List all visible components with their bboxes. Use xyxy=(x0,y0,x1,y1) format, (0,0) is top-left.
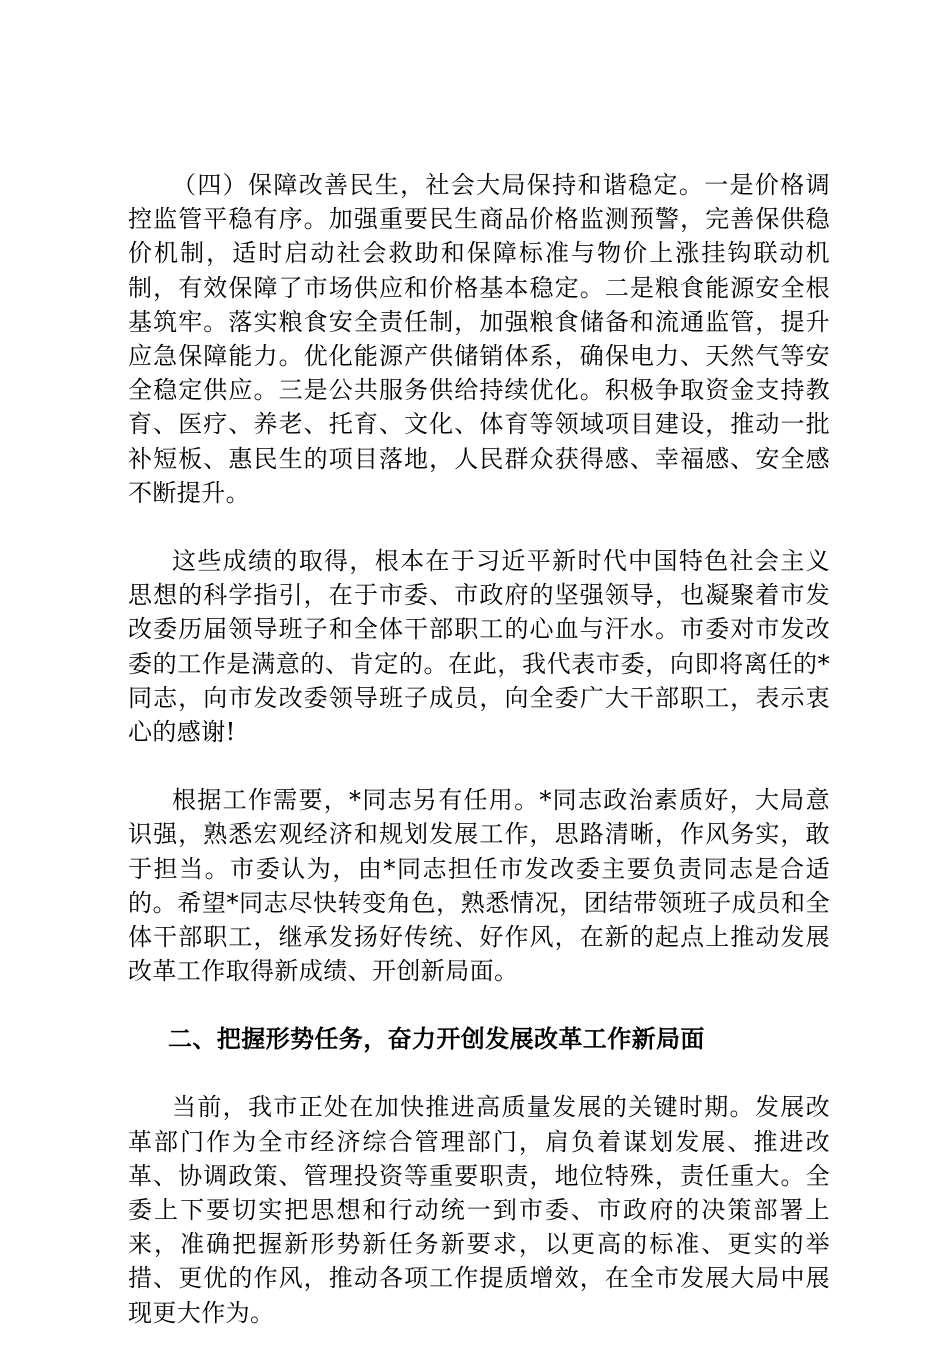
document-body xyxy=(128,168,830,1364)
paragraph-livelihood: （四）保障改善民生，社会大局保持和谐稳定。一是价格调控监管平稳有序。加强重要民生商品价格监测预警，完善保供稳价机制，适时启动社会救助和保障标准与物价上涨挂钩联动机制，有效保障了市场供应和价格基本稳定。二是粮食能源安全根基筑牢。落实粮食安全责任制，加强粮食储备和流通监管，提升应急保障能力。优化能源产供储销体系，确保电力、天然气等安全稳定供应。三是公共服务供给持续优化。积极争取资金支持教育、医疗、养老、托育、文化、体育等领域项目建设，推动一批补短板、惠民生的项目落地，人民群众获得感、幸福感、安全感不断提升。 xyxy=(128,171,830,507)
paragraph-appointment: 根据工作需要，*同志另有任用。*同志政治素质好，大局意识强，熟悉宏观经济和规划发展工作，思路清晰，作风务实，敢于担当。市委认为，由*同志担任市发改委主要负责同志是合适的。希望*同志尽快转变角色，熟悉情况，团结带领班子成员和全体干部职工，继承发扬好传统、好作风，在新的起点上推动发展改革工作取得新成绩、开创新局面。 xyxy=(128,786,830,986)
paragraph-current-situation: 当前，我市正处在加快推进高质量发展的关键时期。发展改革部门作为全市经济综合管理部门，肩负着谋划发展、推进改革、协调政策、管理投资等重要职责，地位特殊，责任重大。全委上下要切实把思想和行动统一到市委、市政府的决策部署上来，准确把握新形势新任务新要求，以更高的标准、更实的举措、更优的作风，推动各项工作提质增效，在全市发展大局中展现更大作为。 xyxy=(128,1093,830,1327)
section-heading: 二、把握形势任务，奋力开创发展改革工作新局面 xyxy=(168,1025,705,1054)
paragraph-achievements: 这些成绩的取得，根本在于习近平新时代中国特色社会主义思想的科学指引，在于市委、市政府的坚强领导，也凝聚着市发改委历届领导班子和全体干部职工的心血与汗水。市委对市发改委的工作是满意的、肯定的。在此，我代表市委，向即将离任的*同志，向市发改委领导班子成员，向全委广大干部职工，表示衷心的感谢! xyxy=(128,547,830,747)
